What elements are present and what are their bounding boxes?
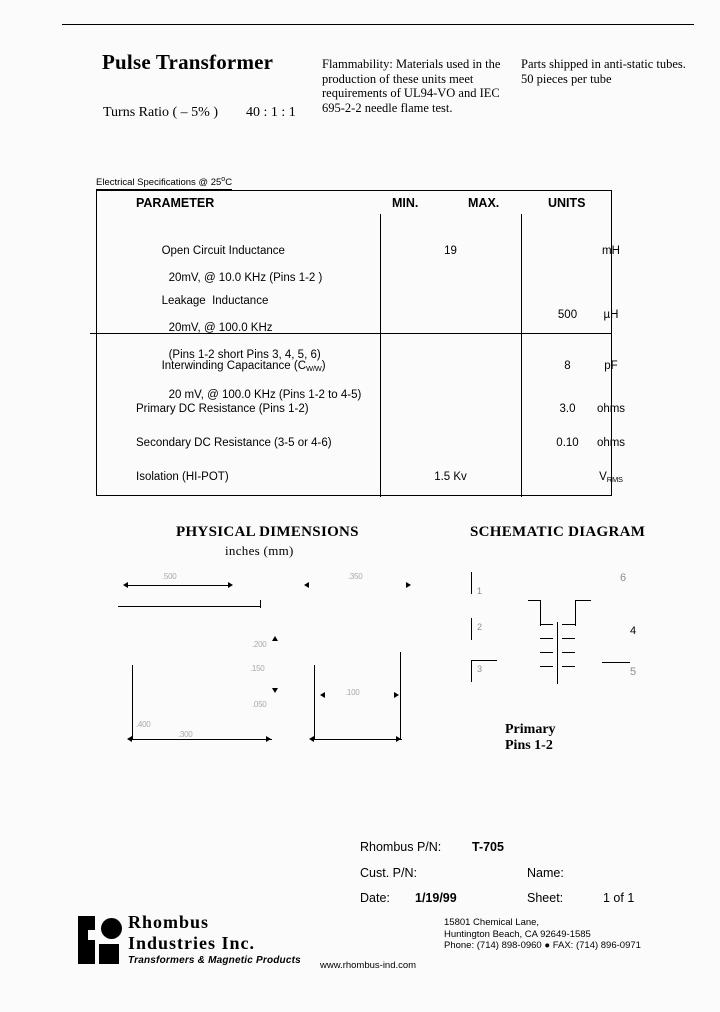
primary-winding-turn [540,638,553,639]
logo-notch [88,930,100,940]
physical-dimensions-title: PHYSICAL DIMENSIONS [176,524,359,540]
logo-stem [78,916,95,964]
degree-sign: o [221,176,226,183]
primary-lead [540,600,541,626]
dim-label-top-right: .350 [348,572,363,581]
param-line-1: Leakage Inductance [161,294,269,307]
pin-lead-3 [471,660,472,682]
pin-lead-1 [471,572,472,594]
arrow-left-icon [309,736,314,742]
turns-ratio-value: 40 : 1 : 1 [246,105,296,120]
param-line-1-close: ) [321,359,326,372]
param-line-1: Open Circuit Inductance [161,244,285,257]
value-units: mH [602,245,620,257]
arrow-right-icon [396,736,401,742]
param-line-1: Interwinding Capacitance (C [161,359,307,372]
param-name: Isolation (HI-POT) [136,471,229,483]
table-header-row [96,191,611,214]
part-outline-tick [260,600,261,608]
schematic-pin-1: 1 [477,586,483,596]
date-value: 1/19/99 [415,891,457,905]
flammability-note: Flammability: Materials used in the production of these units meet requirements of UL94-VO and IEC 695-2-2 needle flame test. [322,57,501,115]
company-name-line-1: Rhombus [128,912,210,932]
spec-table-caption [96,176,232,190]
secondary-winding-turn [562,624,575,625]
date-label: Date: [360,891,390,905]
physical-dimensions-subtitle: inches (mm) [225,543,294,558]
rhombus-logo-icon [78,916,126,964]
top-divider [62,24,694,25]
schematic-pin-5: 5 [630,666,637,678]
arrow-right-icon [228,582,233,588]
packaging-note: Parts shipped in anti-static tubes. 50 pieces per tube [521,57,686,86]
arrow-right-icon [394,692,399,698]
sheet-value: 1 of 1 [603,891,635,905]
company-address [444,917,641,952]
arrow-right-icon [266,736,271,742]
param-name: Primary DC Resistance (Pins 1-2) [136,403,309,415]
company-tagline: Transformers & Magnetic Products [128,955,301,966]
schematic-pin-2: 2 [477,622,483,632]
dim-label-right-width: .100 [345,688,360,697]
part-outline-bottom [132,739,272,740]
customer-pn-label: Cust. P/N: [360,866,417,880]
page-title: Pulse Transformer [102,50,274,74]
arrow-right-icon [406,582,411,588]
arrow-left-icon [123,582,128,588]
secondary-lead-horiz [575,600,591,601]
name-label: Name: [527,866,564,880]
company-website[interactable]: www.rhombus-ind.com [320,960,417,971]
param-line-2: 20mV, @ 10.0 KHz (Pins 1-2 ) [168,271,323,284]
param-line-2: 20mV, @ 100.0 KHz [168,321,273,334]
pin-lead-5-horiz [602,662,630,663]
primary-lead-horiz [528,600,541,601]
primary-winding-turn [540,624,553,625]
turns-ratio-label: Turns Ratio ( – 5% ) [103,105,218,120]
value-max: 3.0 [559,403,576,415]
schematic-pin-3: 3 [477,664,483,674]
dim-label-inner-2: .150 [250,664,265,673]
value-max: 8 [564,360,571,372]
dim-label-left-height: .400 [136,720,151,729]
param-name: Secondary DC Resistance (3-5 or 4-6) [136,437,332,449]
logo-block [99,944,119,964]
dim-label-bottom-width: .300 [178,730,193,739]
rhombus-pn-label: Rhombus P/N: [360,840,442,854]
secondary-lead [575,600,576,626]
pin-lead-3-horiz [471,660,497,661]
value-units: ohms [596,437,626,449]
value-units: ohms [596,403,626,415]
transformer-core [557,622,558,684]
units-main: V [599,471,607,483]
schematic-pin-6: 6 [620,572,627,584]
value-units [521,471,701,487]
value-min: 1.5 Kv [434,471,467,483]
part-outline-top [118,606,261,607]
arrow-down-icon [272,688,278,693]
param-subscript: W/W [306,363,322,373]
address-line-3: Phone: (714) 898-0960 ● FAX: (714) 896-0971 [444,940,641,951]
param-line-3: (Pins 1-2 short Pins 3, 4, 5, 6) [168,348,321,361]
spec-table [96,190,626,496]
secondary-winding-turn [562,666,575,667]
arrow-left-icon [127,736,132,742]
address-line-2: Huntington Beach, CA 92649-1585 [444,928,591,940]
col-header-min: MIN. [392,196,419,210]
arrow-left-icon [304,582,309,588]
dim-label-top-width: .500 [162,572,177,581]
spec-caption-unit: C [225,177,233,189]
secondary-winding-turn [562,652,575,653]
units-subscript: RMS [606,475,623,484]
primary-winding-turn [540,652,553,653]
arrow-left-icon [320,692,325,698]
turns-ratio-line [103,105,296,121]
rhombus-pn-value: T-705 [472,840,504,854]
value-units: pF [604,360,618,372]
arrow-up-icon [272,636,278,641]
logo-circle [101,918,122,939]
value-max: 500 [557,309,578,321]
address-line-1: 15801 Chemical Lane, [444,917,540,928]
part-outline-left [132,665,133,740]
schematic-diagram-title: SCHEMATIC DIAGRAM [470,524,646,540]
schematic-note: Primary Pins 1-2 [505,722,556,753]
sheet-label: Sheet: [527,891,564,905]
secondary-winding-turn [562,638,575,639]
dim-label-inner-3: .050 [252,700,267,709]
schematic-pin-4: 4 [630,625,637,637]
dim-line-top [128,585,228,586]
value-min: 19 [444,245,457,257]
dim-label-inner-1: .200 [252,640,267,649]
primary-winding-turn [540,666,553,667]
spec-caption-text: Electrical Specifications @ 25 [96,177,222,189]
table-left-border [96,191,97,495]
side-outline-right [400,652,401,740]
value-max: 0.10 [556,437,579,449]
side-outline-left [314,665,315,740]
col-header-parameter: PARAMETER [136,196,215,210]
side-outline-bottom [314,739,402,740]
value-units: µH [603,309,619,321]
col-header-max: MAX. [468,196,500,210]
param-line-2: 20 mV, @ 100.0 KHz (Pins 1-2 to 4-5) [168,388,362,401]
col-header-units: UNITS [548,196,586,210]
company-name-line-2: Industries Inc. [128,933,256,953]
pin-lead-2 [471,618,472,640]
